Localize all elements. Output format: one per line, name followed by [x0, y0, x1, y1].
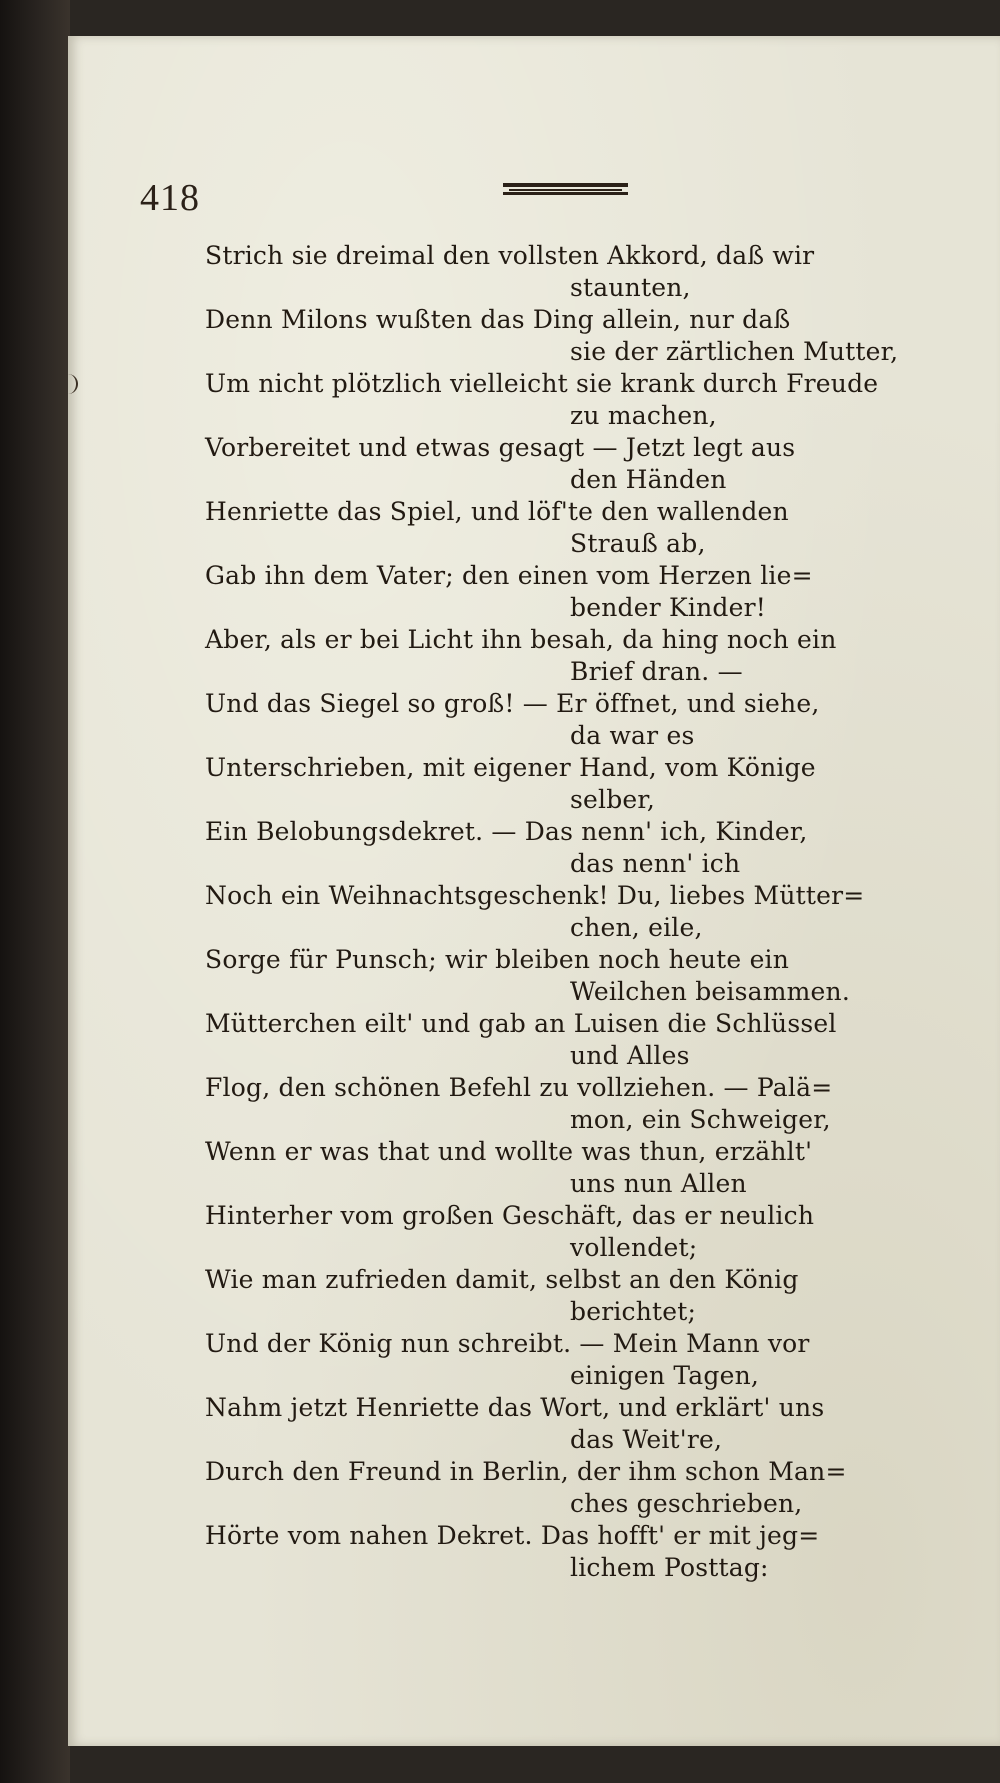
verse-first-line: Um nicht plötzlich vielleicht sie krank durch Freude	[205, 369, 879, 398]
verse-first-line: Mütterchen eilt' und gab an Luisen die Schlüssel	[205, 1009, 837, 1038]
verse-first-line: Henriette das Spiel, und löf'te den wallenden	[205, 497, 789, 526]
verse-line	[205, 752, 925, 816]
verse-first-line: Hörte vom nahen Dekret. Das hofft' er mit jeg=	[205, 1521, 820, 1550]
verse-line	[205, 624, 925, 688]
verse-line	[205, 1136, 925, 1200]
page-number: 418	[140, 177, 200, 219]
verse-first-line: Strich sie dreimal den vollsten Akkord, daß wir	[205, 241, 815, 270]
verse-continuation: Brief dran. —	[570, 657, 743, 686]
verse-first-line: Und der König nun schreibt. — Mein Mann vor	[205, 1329, 810, 1358]
verse-continuation: staunten,	[570, 273, 691, 302]
verse-line	[205, 560, 925, 624]
scan-background	[0, 0, 70, 1783]
verse-first-line: Wie man zufrieden damit, selbst an den König	[205, 1265, 799, 1294]
verse-continuation: da war es	[570, 721, 695, 750]
verse-first-line: Sorge für Punsch; wir bleiben noch heute ein	[205, 945, 790, 974]
verse-line	[205, 304, 925, 368]
verse-continuation: Weilchen beisammen.	[570, 977, 850, 1006]
verse-continuation: das nenn' ich	[570, 849, 741, 878]
verse-continuation: uns nun Allen	[570, 1169, 747, 1198]
verse-first-line: Ein Belobungsdekret. — Das nenn' ich, Kinder,	[205, 817, 808, 846]
verse-line	[205, 1520, 925, 1584]
verse-continuation: sie der zärtlichen Mutter,	[570, 337, 899, 366]
verse-first-line: Gab ihn dem Vater; den einen vom Herzen lie=	[205, 561, 813, 590]
header-rule-ornament	[503, 183, 628, 195]
verse-first-line: Nahm jetzt Henriette das Wort, und erklärt' uns	[205, 1393, 825, 1422]
verse-line	[205, 1008, 925, 1072]
verse-first-line: Aber, als er bei Licht ihn besah, da hing noch ein	[205, 625, 837, 654]
verse-continuation: und Alles	[570, 1041, 690, 1070]
verse-line	[205, 496, 925, 560]
verse-continuation: selber,	[570, 785, 655, 814]
ornament-bar-bottom	[503, 192, 628, 195]
verse-first-line: Vorbereitet und etwas gesagt — Jetzt legt aus	[205, 433, 796, 462]
verse-first-line: Und das Siegel so groß! — Er öffnet, und siehe,	[205, 689, 820, 718]
verse-continuation: bender Kinder!	[570, 593, 766, 622]
verse-line	[205, 880, 925, 944]
verse-continuation: den Händen	[570, 465, 727, 494]
verse-continuation: berichtet;	[570, 1297, 697, 1326]
verse-line	[205, 1200, 925, 1264]
verse-continuation: mon, ein Schweiger,	[570, 1105, 831, 1134]
verse-line	[205, 816, 925, 880]
verse-line	[205, 240, 925, 304]
verse-line	[205, 432, 925, 496]
verse-continuation: zu machen,	[570, 401, 717, 430]
verse-first-line: Denn Milons wußten das Ding allein, nur daß	[205, 305, 791, 334]
verse-first-line: Noch ein Weihnachtsgeschenk! Du, liebes Mütter=	[205, 881, 865, 910]
verse-first-line: Unterschrieben, mit eigener Hand, vom Könige	[205, 753, 816, 782]
verse-continuation: lichem Posttag:	[570, 1553, 769, 1582]
verse-first-line: Hinterher vom großen Geschäft, das er neulich	[205, 1201, 815, 1230]
verse-line	[205, 368, 925, 432]
verse-first-line: Durch den Freund in Berlin, der ihm schon Man=	[205, 1457, 847, 1486]
verse-continuation: Strauß ab,	[570, 529, 706, 558]
verse-continuation: das Weit're,	[570, 1425, 723, 1454]
verse-line	[205, 1072, 925, 1136]
verse-line	[205, 688, 925, 752]
verse-continuation: einigen Tagen,	[570, 1361, 760, 1390]
verse-line	[205, 1392, 925, 1456]
verse-first-line: Flog, den schönen Befehl zu vollziehen. — Palä=	[205, 1073, 833, 1102]
ornament-bar-top	[503, 183, 628, 187]
verse-line	[205, 1264, 925, 1328]
poem-text	[205, 240, 925, 1584]
verse-line	[205, 1328, 925, 1392]
verse-line	[205, 1456, 925, 1520]
verse-continuation: vollendet;	[570, 1233, 698, 1262]
verse-line	[205, 944, 925, 1008]
verse-continuation: ches geschrieben,	[570, 1489, 803, 1518]
verse-continuation: chen, eile,	[570, 913, 703, 942]
ornament-bar-middle	[509, 189, 622, 191]
verse-first-line: Wenn er was that und wollte was thun, erzählt'	[205, 1137, 813, 1166]
